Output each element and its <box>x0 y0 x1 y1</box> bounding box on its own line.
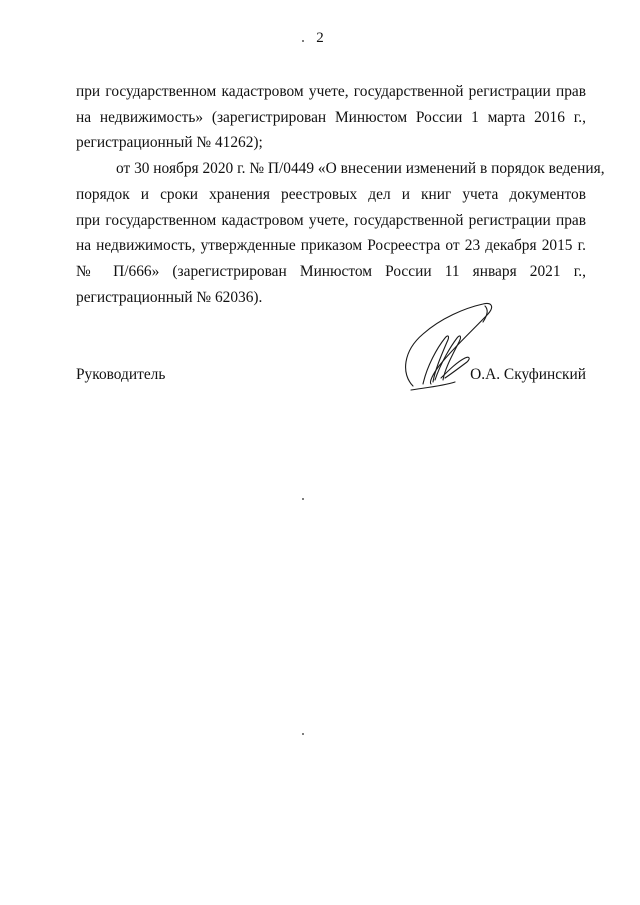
text-line: на недвижимость, утвержденные приказом Росреестра от 23 декабря 2015 г. <box>76 237 586 255</box>
text-line: № П/666» (зарегистрирован Минюстом России 11 января 2021 г., <box>76 262 586 280</box>
signatory-position: Руководитель <box>76 366 166 383</box>
text-line: при государственном кадастровом учете, государственной регистрации прав <box>76 83 586 100</box>
text-line: регистрационный № 62036). <box>76 288 263 306</box>
paragraph-order-2020 <box>76 156 605 310</box>
text-line: на недвижимость» (зарегистрирован Минюстом России 1 марта 2016 г., <box>76 108 586 126</box>
scan-artifact <box>302 40 304 42</box>
scan-artifact <box>302 498 304 500</box>
text-line: от 30 ноября 2020 г. № П/0449 «О внесении изменений в порядок ведения, <box>116 160 605 178</box>
text-line: при государственном кадастровом учете, государственной регистрации прав <box>76 211 586 229</box>
text-line: регистрационный № 41262); <box>76 134 263 152</box>
page-number: 2 <box>316 30 324 46</box>
signatory-name: О.А. Скуфинский <box>470 366 586 383</box>
scan-artifact <box>302 733 304 735</box>
text-line: порядок и сроки хранения реестровых дел и книг учета документов <box>76 185 586 203</box>
document-body <box>76 79 605 310</box>
paragraph-registration-2016 <box>76 79 586 156</box>
